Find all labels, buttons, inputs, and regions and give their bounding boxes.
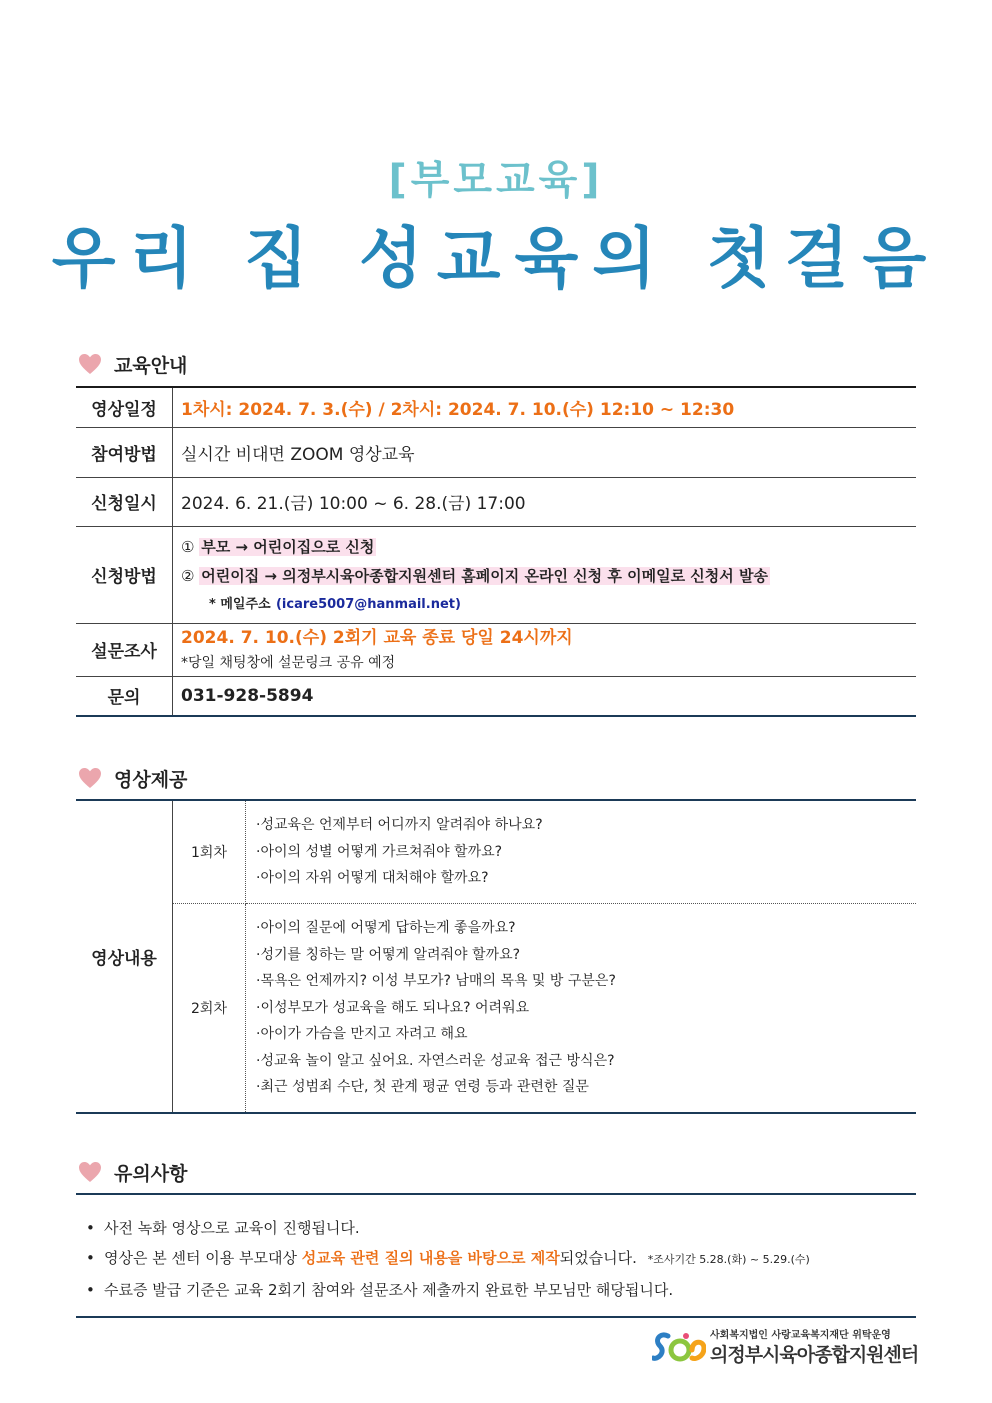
- method-value: 실시간 비대면 ZOOM 영상교육: [173, 427, 917, 477]
- step-number: ②: [181, 566, 195, 585]
- bullet: •: [86, 1281, 95, 1299]
- video-content-label: 영상내용: [76, 800, 173, 1113]
- question-item: ·성교육은 언제부터 어디까지 알려줘야 하나요?: [256, 817, 543, 833]
- session-name: 1회차: [173, 800, 246, 903]
- survey-period-note: *조사기간 5.28.(화) ~ 5.29.(수): [647, 1253, 810, 1266]
- table-row: [76, 526, 916, 623]
- survey-value: [173, 623, 917, 676]
- divider: [76, 1193, 916, 1195]
- survey-deadline: 2024. 7. 10.(수) 2회기 교육 종료 당일 24시까지: [181, 627, 573, 648]
- schedule-value: 1차시: 2024. 7. 3.(수) / 2차시: 2024. 7. 10.(수) 12:10 ~ 12:30: [173, 387, 917, 427]
- section-heading-label: 유의사항: [114, 1162, 188, 1185]
- section-heading-education-info: [78, 349, 187, 379]
- table-row: [76, 387, 916, 427]
- notice-text: 되었습니다.: [559, 1249, 637, 1267]
- question-item: ·아이가 가슴을 만지고 자려고 해요: [256, 1026, 468, 1042]
- notice-highlight: 성교육 관련 질의 내용을 바탕으로 제작: [301, 1249, 560, 1267]
- bullet: •: [86, 1249, 95, 1267]
- section-heading-notice: [78, 1157, 187, 1187]
- section-heading-label: 영상제공: [114, 768, 188, 791]
- row-label: 영상일정: [76, 387, 173, 427]
- heart-icon: [78, 1161, 102, 1183]
- apply-step-1: 부모 → 어린이집으로 신청: [201, 537, 375, 556]
- list-item: [86, 1213, 926, 1243]
- notice-list: [86, 1213, 926, 1305]
- row-label: 신청방법: [76, 526, 173, 623]
- email-address: (icare5007@hanmail.net): [275, 596, 461, 612]
- list-item: [86, 1243, 926, 1275]
- center-logo-icon: [652, 1328, 706, 1368]
- table-row: [76, 903, 916, 1113]
- page-subtitle: [부모교육]: [388, 157, 604, 203]
- survey-note: *당일 채팅창에 설문링크 공유 예정: [181, 654, 396, 671]
- table-row: [76, 427, 916, 477]
- notice-text: 영상은 본 센터 이용 부모대상: [104, 1249, 302, 1267]
- list-item: [86, 1275, 926, 1305]
- notice-text: 수료증 발급 기준은 교육 2회기 참여와 설문조사 제출까지 완료한 부모님만 해당됩니다.: [104, 1281, 674, 1299]
- row-label: 문의: [76, 676, 173, 716]
- section-heading-label: 교육안내: [114, 354, 188, 377]
- session-questions: [246, 903, 917, 1113]
- question-item: ·성교육 놀이 알고 싶어요. 자연스러운 성교육 접근 방식은?: [256, 1052, 615, 1069]
- table-row: [76, 477, 916, 526]
- video-content-table: [76, 799, 916, 1114]
- contact-phone: 031-928-5894: [181, 685, 314, 706]
- notice-text: 사전 녹화 영상으로 교육이 진행됩니다.: [104, 1219, 360, 1237]
- education-info-table: [76, 386, 916, 717]
- step-number: ①: [181, 537, 195, 556]
- question-item: ·목욕은 언제까지? 이성 부모가? 남매의 목욕 및 방 구분은?: [256, 973, 616, 989]
- question-item: ·아이의 성별 어떻게 가르쳐줘야 할까요?: [256, 843, 503, 860]
- heart-icon: [78, 353, 102, 375]
- row-label: 참여방법: [76, 427, 173, 477]
- page-title: 우리 집 성교육의 첫걸음: [51, 220, 941, 297]
- question-item: ·최근 성범죄 수단, 첫 관계 평균 연령 등과 관련한 질문: [256, 1079, 589, 1095]
- apply-step-2: 어린이집 → 의정부시육아종합지원센터 홈페이지 온라인 신청 후 이메일로 신청서 발송: [201, 566, 768, 585]
- heart-icon: [78, 767, 102, 789]
- question-item: ·성기를 칭하는 말 어떻게 알려줘야 할까요?: [256, 946, 521, 963]
- table-row: [76, 623, 916, 676]
- email-label: * 메일주소: [209, 596, 271, 612]
- bullet: •: [86, 1219, 95, 1237]
- table-row: [76, 800, 916, 903]
- session-questions: [246, 800, 917, 903]
- table-row: [76, 676, 916, 716]
- divider: [76, 1316, 916, 1318]
- center-name: 의정부시육아종합지원센터: [710, 1344, 919, 1366]
- session-name: 2회차: [173, 903, 246, 1113]
- row-label: 설문조사: [76, 623, 173, 676]
- center-logo: [652, 1326, 919, 1370]
- operator-org: 사회복지법인 사랑교육복지재단 위탁운영: [710, 1330, 891, 1341]
- question-item: ·아이의 질문에 어떻게 답하는게 좋을까요?: [256, 920, 516, 936]
- question-item: ·아이의 자위 어떻게 대처해야 할까요?: [256, 870, 489, 886]
- section-heading-video: [78, 763, 187, 793]
- row-label: 신청일시: [76, 477, 173, 526]
- period-value: 2024. 6. 21.(금) 10:00 ~ 6. 28.(금) 17:00: [173, 477, 917, 526]
- apply-value: [173, 526, 917, 623]
- question-item: ·이성부모가 성교육을 해도 되나요? 어려워요: [256, 999, 530, 1016]
